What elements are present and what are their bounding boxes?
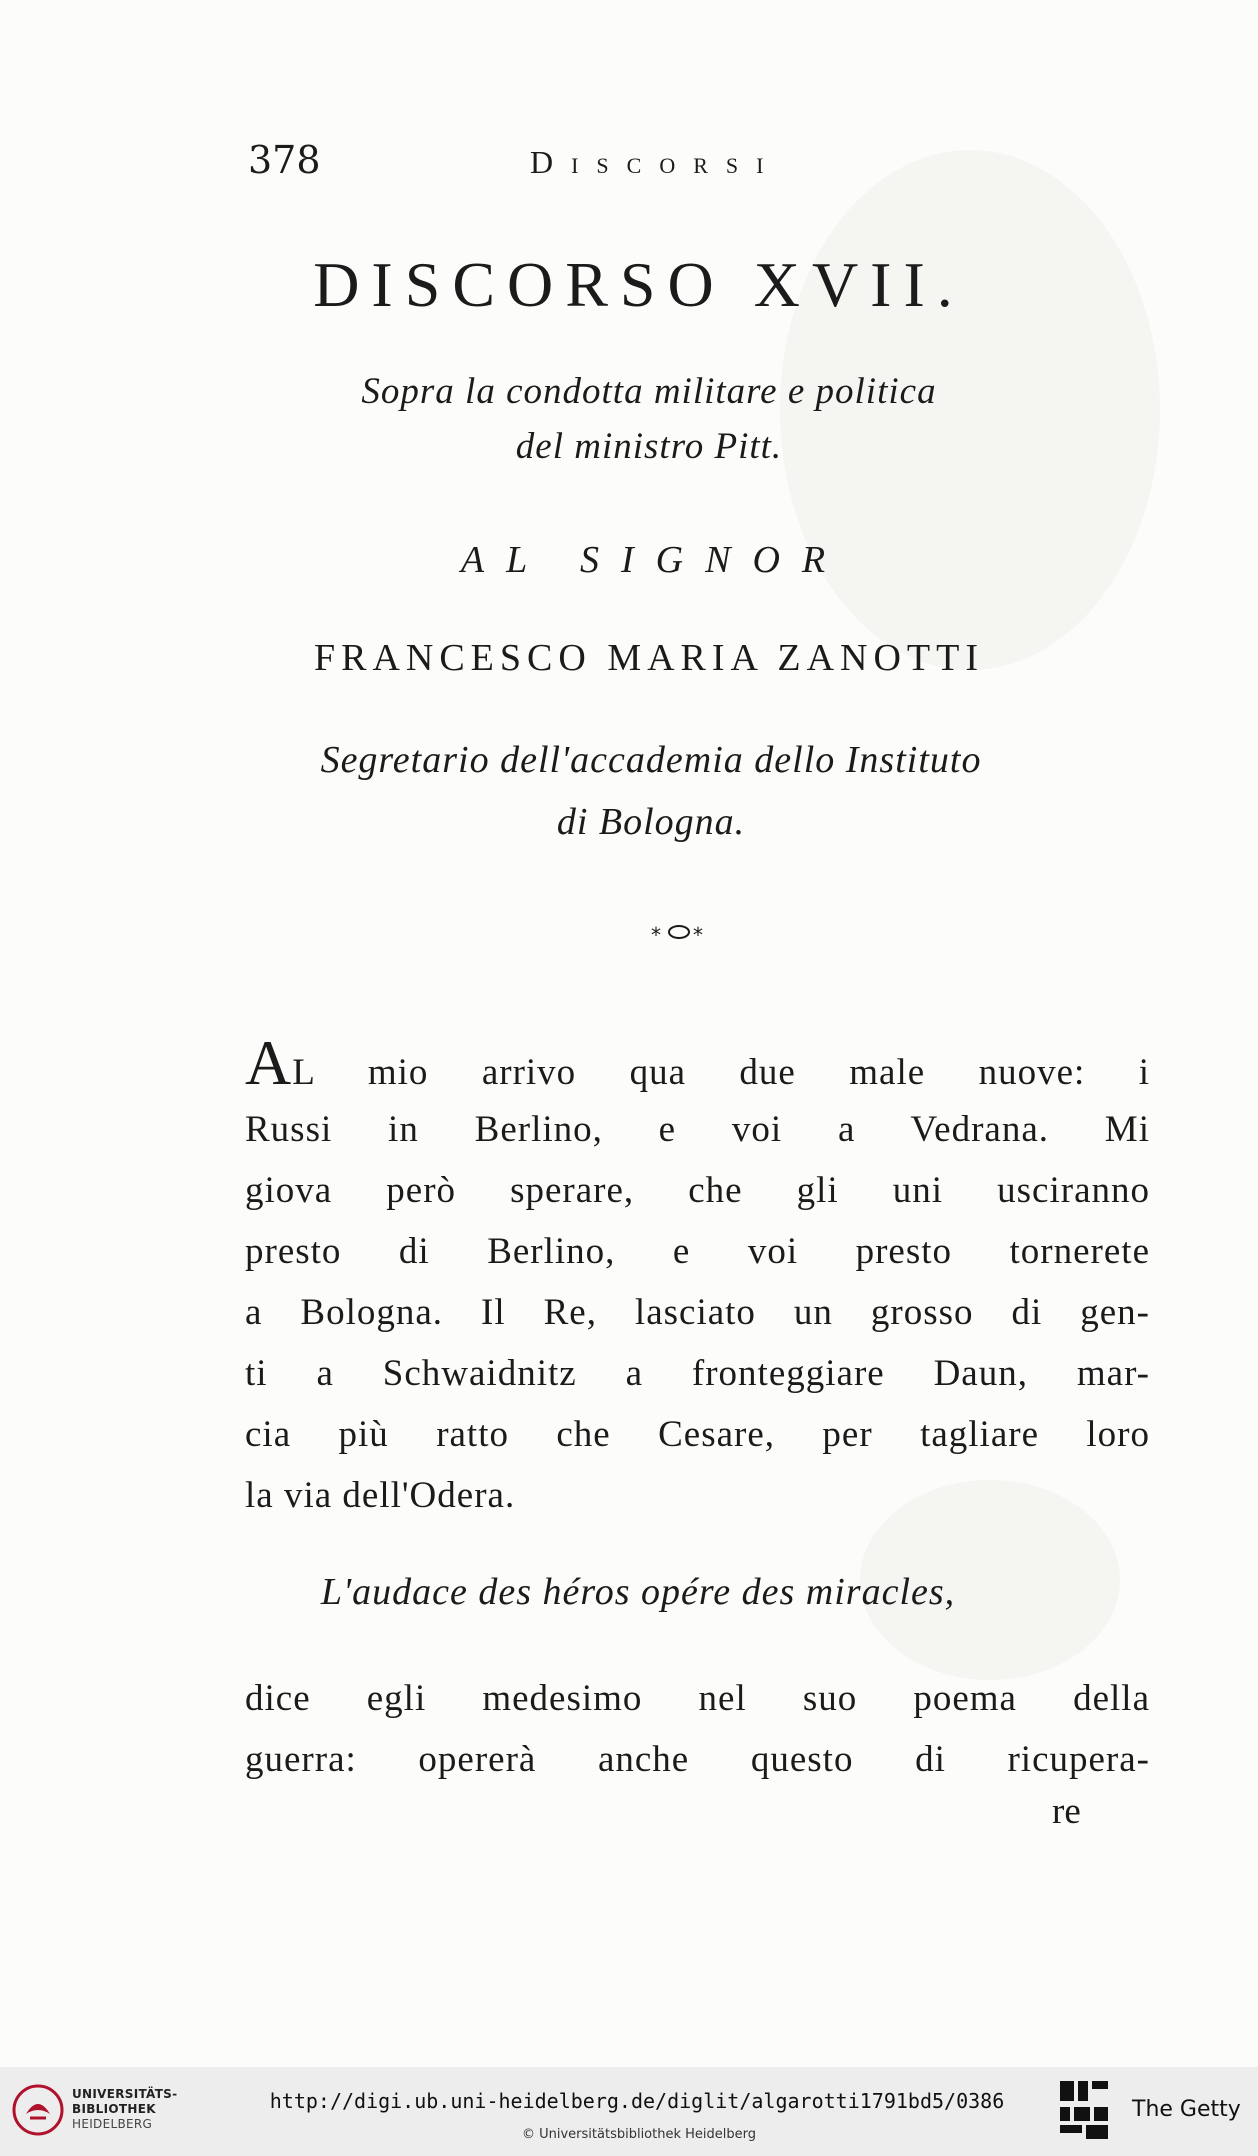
addressee-role-line-2: di Bologna. (556, 801, 746, 843)
quotation: L'audace des héros opére des miracles, (320, 1571, 956, 1613)
running-title: Discorsi (530, 144, 782, 180)
star-ring-star-ornament-icon (649, 918, 709, 948)
page-number: 378 (248, 138, 321, 182)
addressee-role-line-1: Segretario dell'accademia dello Instituto (320, 739, 982, 781)
viewer-footer (0, 2067, 1258, 2156)
paragraph-line: la via dell'Odera. (245, 1475, 516, 1516)
permalink-url[interactable]: http://digi.ub.uni-heidelberg.de/diglit/algarotti1791bd5/0386 (269, 2089, 1005, 2113)
paragraph-line: dice egli medesimo nel suo poema della (245, 1678, 1150, 1719)
chapter-subtitle-line-2: del ministro Pitt. (515, 426, 783, 467)
addressee-name: FRANCESCO MARIA ZANOTTI (313, 637, 985, 679)
paragraph-line: cia più ratto che Cesare, per tagliare loro (245, 1414, 1150, 1455)
paragraph-line: a Bologna. Il Re, lasciato un grosso di gen- (245, 1292, 1150, 1333)
paragraph-line: guerra: opererà anche questo di ricupera- (245, 1739, 1150, 1780)
copyright-notice: © Universitätsbibliothek Heidelberg (521, 2127, 756, 2142)
getty-logo-icon (1058, 2079, 1110, 2143)
paragraph-line: presto di Berlino, e voi presto tornerete (245, 1231, 1150, 1272)
paragraph-1 (245, 1027, 1150, 1526)
paragraph-line: AL mio arrivo qua due male nuove: i (245, 1027, 1150, 1098)
library-name: UNIVERSITÄTS- BIBLIOTHEK HEIDELBERG (72, 2087, 178, 2131)
chapter-title: DISCORSO XVII. (313, 249, 965, 320)
svg-text:*: * (693, 923, 703, 947)
salutation: AL SIGNOR (460, 539, 848, 581)
chapter-subtitle-line-1: Sopra la condotta militare e politica (361, 371, 937, 412)
paragraph-line: Russi in Berlino, e voi a Vedrana. Mi (245, 1109, 1150, 1150)
partner-name: The Getty (1132, 2097, 1241, 2122)
catchword: re (1052, 1791, 1081, 1832)
svg-text:*: * (651, 923, 661, 947)
running-head (248, 138, 1118, 188)
paragraph-2 (245, 1668, 1150, 1790)
paragraph-line: giova però sperare, che gli uni usciranno (245, 1170, 1150, 1211)
drop-cap: A (245, 1027, 293, 1098)
paragraph-line: ti a Schwaidnitz a fronteggiare Daun, mar- (245, 1353, 1150, 1394)
